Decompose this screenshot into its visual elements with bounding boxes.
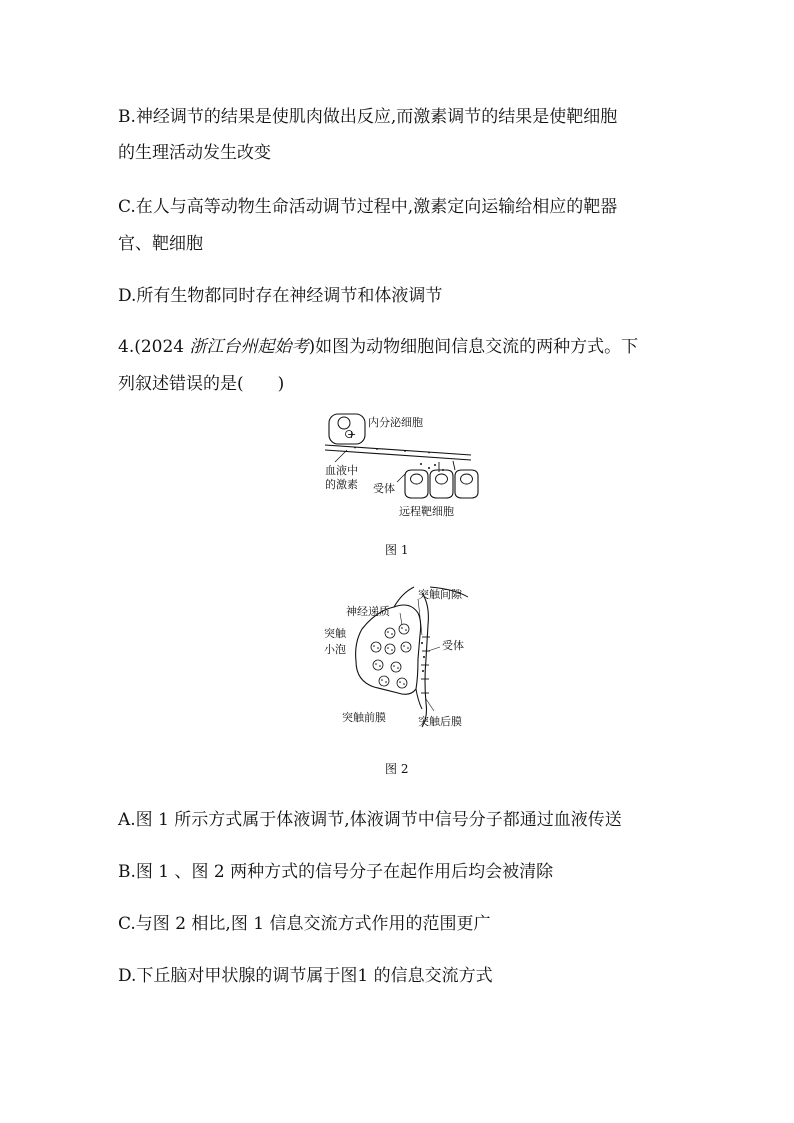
figure-2-caption: 图 2 xyxy=(385,762,409,776)
figure-2-label-post: 突触后膜 xyxy=(418,715,462,728)
q3-option-c-line1: C.在人与高等动物生命活动调节过程中,激素定向运输给相应的靶器 xyxy=(118,197,618,217)
figure-1-label-receptor: 受体 xyxy=(373,482,395,495)
figure-1-diagram xyxy=(325,412,485,522)
figure-2-svg xyxy=(318,585,478,730)
figure-1-label-blood-1: 血液中 xyxy=(325,464,358,477)
figure-2-label-receptor: 受体 xyxy=(442,639,464,652)
figure-2-label-pre: 突触前膜 xyxy=(342,711,386,724)
figure-2-label-transmitter: 神经递质 xyxy=(346,605,390,618)
q4-number: 4.(2024 xyxy=(118,337,190,357)
q4-option-b: B.图 1 、图 2 两种方式的信号分子在起作用后均会被清除 xyxy=(118,862,554,882)
q4-option-a: A.图 1 所示方式属于体液调节,体液调节中信号分子都通过血液传送 xyxy=(118,810,622,830)
figure-2-label-vesicle-2: 小泡 xyxy=(324,643,346,656)
q3-option-c-line2: 官、靶细胞 xyxy=(118,234,203,254)
figure-2-label-vesicle-1: 突触 xyxy=(324,627,346,640)
figure-1-label-target: 远程靶细胞 xyxy=(399,505,454,518)
q3-option-d: D.所有生物都同时存在神经调节和体液调节 xyxy=(118,286,443,306)
q4-option-c: C.与图 2 相比,图 1 信息交流方式作用的范围更广 xyxy=(118,914,491,934)
q4-stem-text: )如图为动物细胞间信息交流的两种方式。下 xyxy=(308,337,639,357)
q4-option-d: D.下丘脑对甲状腺的调节属于图1 的信息交流方式 xyxy=(118,966,493,986)
q3-option-b-line1: B.神经调节的结果是使肌肉做出反应,而激素调节的结果是使靶细胞 xyxy=(118,107,618,127)
figure-2-label-cleft: 突触间隙 xyxy=(418,588,462,601)
figure-2-diagram xyxy=(318,585,478,730)
figure-1-label-endocrine: 内分泌细胞 xyxy=(368,416,423,429)
q4-stem-line2: 列叙述错误的是( ) xyxy=(118,374,285,394)
figure-1-label-blood-2: 的激素 xyxy=(325,478,358,491)
figure-1-svg xyxy=(325,412,485,522)
figure-1-caption: 图 1 xyxy=(385,543,409,557)
svg-text:+: + xyxy=(347,428,357,441)
q3-option-b-line2: 的生理活动发生改变 xyxy=(118,143,271,163)
q4-source: 浙江台州起始考 xyxy=(189,337,309,357)
q4-stem-line1 xyxy=(118,336,638,358)
